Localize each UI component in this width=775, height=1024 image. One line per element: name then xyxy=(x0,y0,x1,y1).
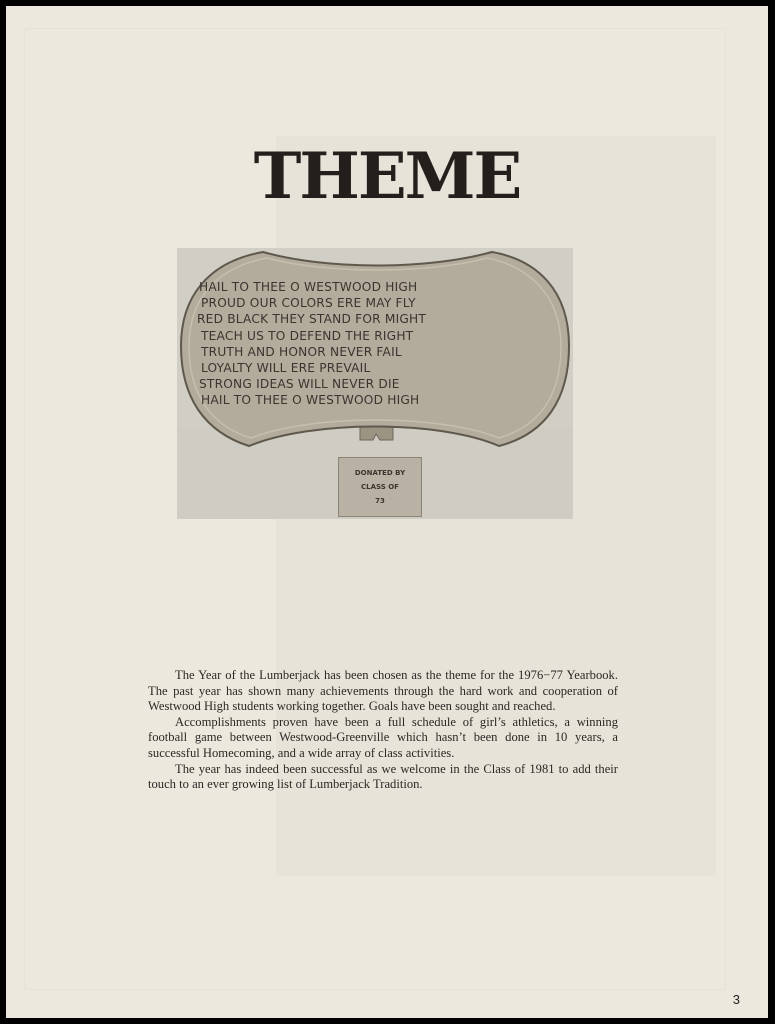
plaque-line: PROUD OUR COLORS ERE MAY FLY xyxy=(201,296,416,311)
plaque-line: TEACH US TO DEFEND THE RIGHT xyxy=(201,328,414,343)
plaque-line: STRONG IDEAS WILL NEVER DIE xyxy=(199,377,400,392)
plaque-line: LOYALTY WILL ERE PREVAIL xyxy=(201,361,371,376)
donor-sign xyxy=(338,457,422,517)
paragraph: Accomplishments proven have been a full schedule of girl’s athletics, a winning football game between Westwood-Greenville which hasn’t been done in 10 years, a successful Homecoming, and a wide array of class activities. xyxy=(148,714,618,760)
theme-body-text xyxy=(148,668,618,793)
donor-line: CLASS OF xyxy=(361,482,399,491)
plaque-line: RED BLACK THEY STAND FOR MIGHT xyxy=(197,312,427,327)
plaque-inscription xyxy=(187,279,567,409)
plaque-line: TRUTH AND HONOR NEVER FAIL xyxy=(201,344,402,359)
donor-line: 73 xyxy=(375,496,385,505)
plaque-line: HAIL TO THEE O WESTWOOD HIGH xyxy=(201,393,420,408)
yearbook-page xyxy=(6,6,768,1018)
page-title: THEME xyxy=(253,138,521,214)
plaque-photo xyxy=(177,248,573,519)
page-number: 3 xyxy=(732,992,740,1007)
plaque-line: HAIL TO THEE O WESTWOOD HIGH xyxy=(199,280,418,294)
paragraph: The year has indeed been successful as we welcome in the Class of 1981 to add their touch to an ever growing list of Lumberjack Tradition. xyxy=(148,761,618,792)
donor-line: DONATED BY xyxy=(354,468,406,477)
paragraph: The Year of the Lumberjack has been chosen as the theme for the 1976−77 Yearbook. The past year has shown many achievements through the hard work and cooperation of Westwood High students working together. Goals have been sought and reached. xyxy=(148,668,618,714)
